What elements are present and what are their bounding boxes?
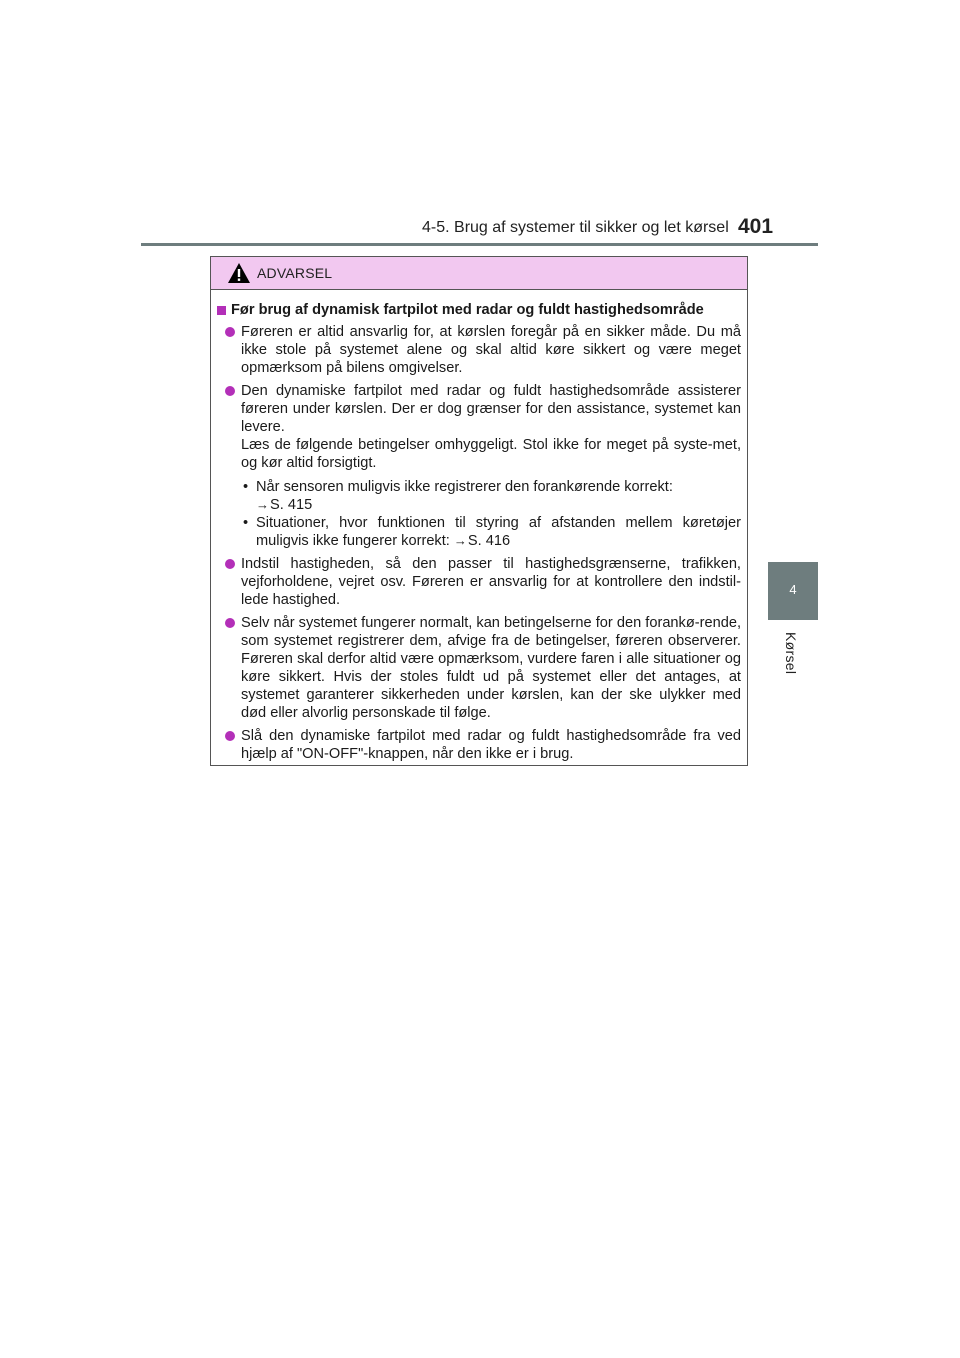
section-title: 4-5. Brug af systemer til sikker og let kørsel [422, 219, 729, 236]
warning-item [217, 555, 741, 609]
page-header [0, 0, 960, 250]
warning-item [217, 323, 741, 377]
warning-item-text: Indstil hastigheden, så den passer til hastighedsgrænserne, trafikken, vejforholdene, vejret osv. Føreren er ansvarlig for at kontrollere den indstil-lede hastighed. [241, 556, 741, 608]
square-bullet-icon [217, 306, 226, 315]
page-reference [256, 496, 741, 514]
warning-label: ADVARSEL [257, 265, 333, 281]
warning-item [217, 382, 741, 550]
bullet-dot-icon [225, 559, 235, 569]
page-reference-text: S. 416 [467, 533, 511, 549]
warning-item-text: Den dynamiske fartpilot med radar og fuldt hastighedsområde assisterer føreren under kørslen. Der er dog grænser for den assistance, systemet kan levere. [241, 383, 741, 435]
warning-item-text: Slå den dynamiske fartpilot med radar og fuldt hastighedsområde fra ved hjælp af "ON-OFF"-knappen, når den ikke er i brug. [241, 728, 741, 762]
chapter-tab [768, 562, 818, 620]
warning-body [211, 290, 747, 763]
warning-subheading [217, 301, 741, 319]
sub-list-item [241, 514, 741, 550]
warning-item [217, 727, 741, 763]
warning-triangle-icon [227, 262, 251, 284]
warning-item [217, 614, 741, 722]
warning-subheading-text: Før brug af dynamisk fartpilot med radar og fuldt hastighedsområde [231, 302, 704, 318]
warning-header [211, 257, 747, 290]
arrow-right-icon: → [453, 533, 467, 548]
sub-item-text: Når sensoren muligvis ikke registrerer den forankørende korrekt: [256, 479, 673, 495]
bullet-dot-icon [225, 386, 235, 396]
sub-list [241, 478, 741, 550]
chapter-name: Kørsel [783, 632, 799, 675]
page-number: 401 [738, 215, 774, 238]
bullet-dot-icon [225, 731, 235, 741]
header-divider [141, 243, 818, 246]
warning-item-text: Føreren er altid ansvarlig for, at kørslen foregår på en sikker måde. Du må ikke stole på systemet alene og skal altid køre sikkert og være meget opmærksom på bilens omgivelser. [241, 324, 741, 376]
bullet-dot-icon [225, 618, 235, 628]
warning-box [210, 256, 748, 766]
sub-list-item [241, 478, 741, 514]
sub-item-text: Situationer, hvor funktionen til styring af afstanden mellem køretøjer muligvis ikke fungerer korrekt: [256, 515, 741, 549]
sub-bullet: • [243, 479, 249, 495]
chapter-number: 4 [789, 582, 797, 597]
page-reference-text: S. 415 [270, 497, 313, 513]
sub-bullet: • [243, 515, 249, 531]
bullet-dot-icon [225, 327, 235, 337]
warning-item-text-continued: Læs de følgende betingelser omhyggeligt. Stol ikke for meget på syste-met, og kør altid forsigtigt. [241, 437, 741, 471]
warning-item-text: Selv når systemet fungerer normalt, kan betingelserne for den forankø-rende, som systemet registrerer dem, afvige fra de betingelser, føreren observerer. Føreren skal derfor altid være opmærksom, vurdere faren i alle situationer og køre sikkert. Hvis der stoles fuldt ud på systemet eller det antages, at systemet garanterer sikkerheden under kørslen, kan der ske ulykker med død eller alvorlig personskade til følge. [241, 615, 741, 721]
arrow-right-icon: → [256, 497, 269, 512]
